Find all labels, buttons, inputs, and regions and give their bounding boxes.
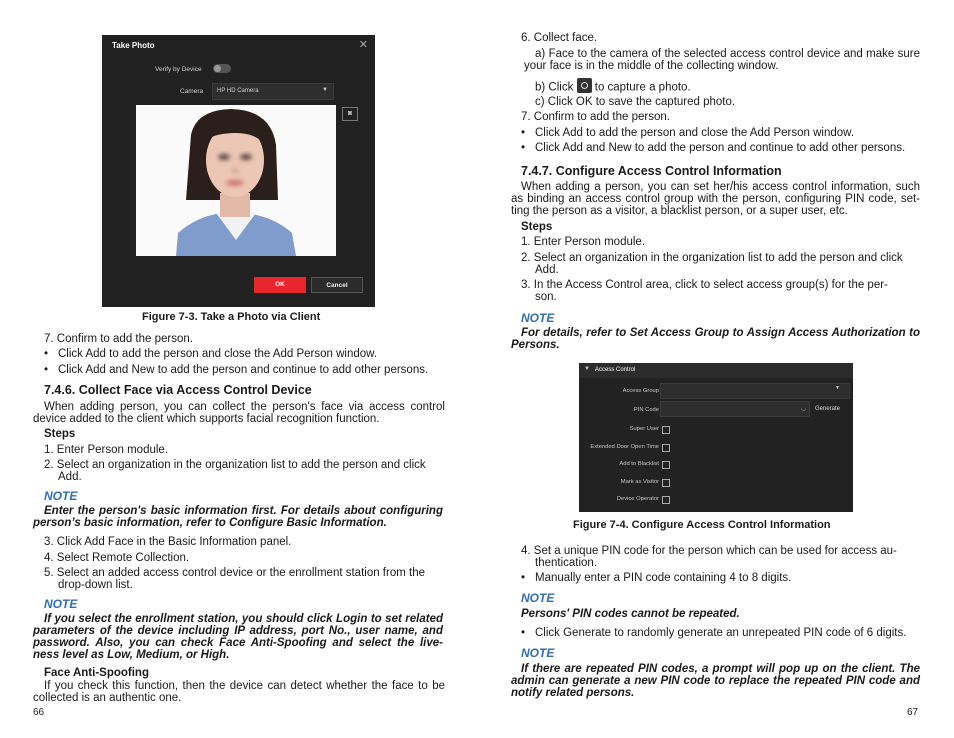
pin-code-label: PIN Code [633, 407, 659, 413]
substep-b-post: to capture a photo. [594, 81, 691, 94]
camera-value: HP HD Camera [217, 88, 259, 94]
steps-heading: Steps [44, 428, 76, 440]
substep-b [535, 80, 691, 95]
step-4-cont: thentication. [535, 557, 598, 569]
section-heading: 7.4.7. Configure Access Control Information [521, 164, 782, 178]
blacklist-label: Add to Blacklist [619, 461, 659, 467]
step-5: 5. Select an added access control device or the enrollment station from the [44, 567, 425, 579]
step-4: 4. Select Remote Collection. [44, 552, 190, 564]
substep-a: a) Face to the camera of the selected access control device and make sure your face is in the middle of the collecting window. [524, 48, 920, 72]
extended-door-label: Extended Door Open Time [590, 444, 659, 450]
note-text: Persons' PIN codes cannot be repeated. [521, 608, 740, 620]
panel-header-label: Access Control [595, 367, 636, 373]
take-photo-dialog [102, 35, 375, 307]
dialog-title: Take Photo [112, 41, 155, 50]
step-2: 2. Select an organization in the organization list to add the person and click [521, 252, 903, 264]
caret-down-icon: ▼ [584, 366, 590, 372]
visitor-checkbox[interactable] [662, 479, 670, 487]
step-4: 4. Set a unique PIN code for the person which can be used for access au- [521, 545, 897, 557]
chevron-down-icon: ▼ [835, 385, 840, 391]
pin-code-input[interactable] [660, 401, 810, 417]
generate-button[interactable]: Generate [815, 406, 841, 412]
bullet-item: • Click Generate to randomly generate an unrepeated PIN code of 6 digits. [535, 627, 906, 640]
person-photo-icon [136, 105, 336, 256]
step-1: 1. Enter Person module. [521, 236, 646, 248]
step-5-cont: drop-down list. [58, 579, 133, 591]
cancel-button[interactable]: Cancel [311, 277, 363, 293]
verify-toggle[interactable] [213, 64, 231, 73]
note-label: NOTE [44, 597, 78, 611]
note-label: NOTE [521, 311, 555, 325]
note-text: If you select the enrollment station, you should click Login to set related parameters of the device including IP address, port No., user name, and password. Also, you can check Face Anti-Spoofing and select the live-ness level as Low, Medium, or High. [33, 613, 443, 661]
figure-caption: Figure 7-3. Take a Photo via Client [142, 311, 321, 323]
camera-icon[interactable]: ◙ [342, 107, 358, 121]
verify-label: Verify by Device [155, 66, 202, 73]
steps-heading: Steps [521, 221, 553, 233]
captured-photo [136, 105, 336, 256]
bullet-item: • Click Add and New to add the person and continue to add other persons. [58, 364, 428, 377]
figure-caption: Figure 7-4. Configure Access Control Information [573, 519, 831, 531]
chevron-down-icon: ▼ [322, 87, 328, 93]
ok-button[interactable]: OK [254, 277, 306, 293]
panel-header[interactable] [579, 363, 853, 378]
section-heading: 7.4.6. Collect Face via Access Control Device [44, 383, 312, 397]
note-label: NOTE [521, 646, 555, 660]
close-icon[interactable]: ✕ [358, 39, 368, 51]
super-user-label: Super User [629, 426, 659, 432]
note-label: NOTE [521, 591, 555, 605]
paragraph: When adding a person, you can set her/his access control information, such as binding an access control group with the person, configuring PIN code, set-ting the person as a visitor, a blacklist person, or a super user, etc. [511, 181, 920, 217]
eye-icon[interactable]: ◡ [801, 406, 807, 412]
bullet-item: • Click Add to add the person and close the Add Person window. [58, 348, 377, 361]
access-group-select[interactable] [660, 383, 850, 399]
extended-door-checkbox[interactable] [662, 444, 670, 452]
step-2-cont: Add. [535, 264, 559, 276]
step-3: 3. In the Access Control area, click to select access group(s) for the per- [521, 279, 888, 291]
bullet-item: • Click Add and New to add the person and continue to add other persons. [535, 142, 905, 155]
substep-c: c) Click OK to save the captured photo. [535, 96, 736, 108]
step-3-cont: son. [535, 291, 557, 303]
step-2: 2. Select an organization in the organization list to add the person and click [44, 459, 426, 471]
page-number: 66 [33, 707, 45, 718]
camera-select[interactable] [212, 83, 334, 100]
paragraph: When adding person, you can collect the person's face via access control device added to the client which supports facial recognition function. [33, 401, 445, 425]
device-operator-checkbox[interactable] [662, 496, 670, 504]
paragraph: If you check this function, then the device can detect whether the face to be collected is an authentic one. [33, 680, 445, 704]
step-3: 3. Click Add Face in the Basic Information panel. [44, 536, 292, 548]
note-text: For details, refer to Set Access Group to Assign Access Authorization to Persons. [511, 327, 920, 351]
note-text: Enter the person's basic information first. For details about configuring person’s basic information, refer to Configure Basic Information. [33, 505, 443, 529]
bullet-item: • Manually enter a PIN code containing 4 to 8 digits. [535, 572, 791, 585]
page-number: 67 [907, 707, 919, 718]
step-2-cont: Add. [58, 471, 82, 483]
substep-b-pre: b) Click [535, 81, 574, 94]
visitor-label: Mark as Visitor [620, 479, 659, 485]
access-control-panel [579, 363, 853, 512]
access-group-label: Access Group [622, 388, 659, 394]
camera-label: Camera [180, 88, 204, 95]
camera-icon [577, 78, 592, 93]
step-7: 7. Confirm to add the person. [44, 333, 193, 345]
step-1: 1. Enter Person module. [44, 444, 169, 456]
step-7: 7. Confirm to add the person. [521, 111, 670, 123]
bullet-item: • Click Add to add the person and close the Add Person window. [535, 127, 854, 140]
device-operator-label: Device Operator [616, 496, 659, 502]
note-label: NOTE [44, 489, 78, 503]
blacklist-checkbox[interactable] [662, 461, 670, 469]
step-6: 6. Collect face. [521, 32, 598, 44]
note-text: If there are repeated PIN codes, a prompt will pop up on the client. The admin can generate a new PIN code to replace the repeated PIN code and notify related persons. [511, 663, 920, 699]
super-user-checkbox[interactable] [662, 426, 670, 434]
subheading: Face Anti-Spoofing [44, 667, 149, 679]
